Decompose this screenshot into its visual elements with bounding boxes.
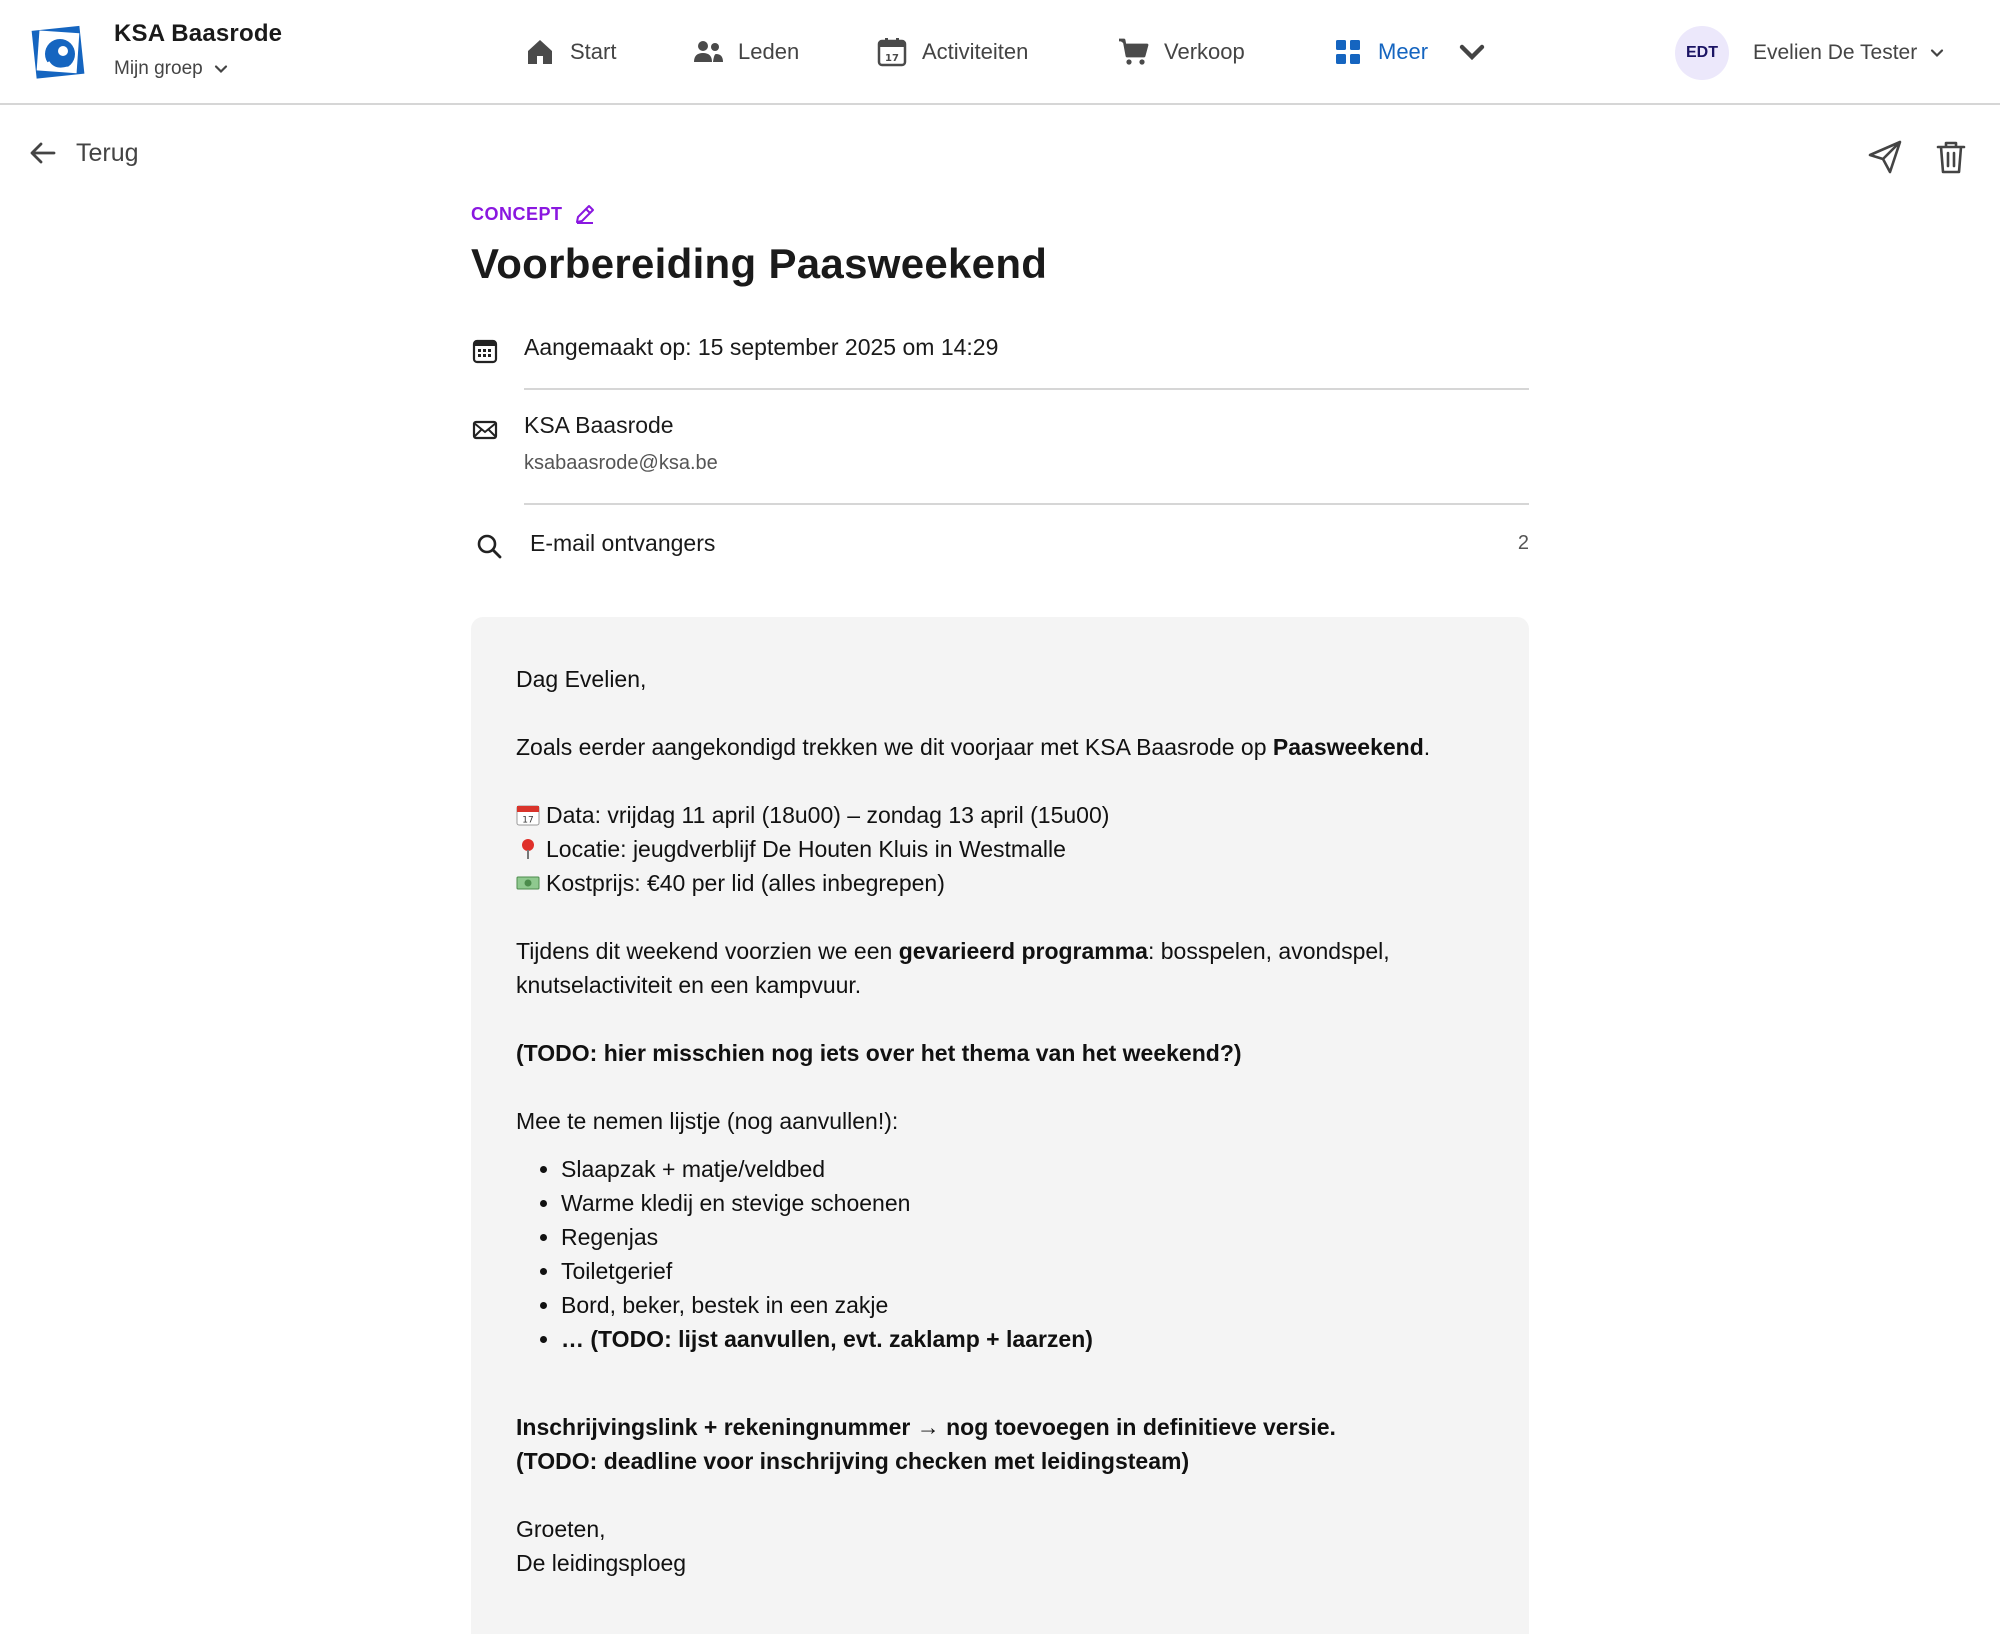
- nav-verkoop[interactable]: [1118, 34, 1245, 70]
- status-badge[interactable]: [471, 200, 1529, 228]
- divider: [524, 503, 1529, 505]
- recipients-row[interactable]: [471, 518, 1529, 574]
- user-name: Evelien De Tester: [1753, 41, 1918, 64]
- recipients-label: E-mail ontvangers: [530, 530, 716, 556]
- members-icon: [692, 36, 724, 68]
- list-item: • Warme kledij en stevige schoenen: [561, 1186, 1484, 1220]
- recipients-count: 2: [1517, 532, 1529, 554]
- packing-list: [516, 1152, 1484, 1356]
- calendar-emoji-icon: [516, 804, 540, 826]
- nav-start-label: Start: [570, 39, 617, 64]
- pin-emoji-icon: [516, 838, 540, 860]
- location-text: Locatie: jeugdverblijf De Houten Kluis in Westmalle: [546, 836, 1066, 862]
- status-label: CONCEPT: [471, 203, 563, 224]
- program-bold: gevarieerd programma: [898, 938, 1148, 964]
- program-rest: : bosspelen, avondspel, knutselactiviteit en een kampvuur.: [516, 938, 1390, 998]
- svg-text:17: 17: [885, 53, 899, 64]
- svg-text:17: 17: [522, 815, 534, 826]
- arrow-left-icon: [28, 138, 58, 168]
- created-date: Aangemaakt op: 15 september 2025 om 14:29: [524, 334, 999, 360]
- nav-leden-label: Leden: [738, 39, 800, 64]
- chevron-down-icon: [1456, 36, 1488, 68]
- list-item-todo: • … (TODO: lijst aanvullen, evt. zaklamp + laarzen): [561, 1322, 1484, 1356]
- date-line: [516, 798, 1484, 832]
- nav-activiteiten[interactable]: [876, 34, 1028, 70]
- price-text: Kostprijs: €40 per lid (alles inbegrepen): [546, 870, 945, 896]
- chevron-down-icon: [213, 61, 229, 77]
- avatar: EDT: [1675, 26, 1729, 80]
- date-text: Data: vrijdag 11 april (18u00) – zondag 13 april (15u00): [546, 802, 1110, 828]
- list-intro: Mee te nemen lijstje (nog aanvullen!):: [516, 1108, 899, 1134]
- nav-meer[interactable]: [1332, 34, 1488, 70]
- sender-name: KSA Baasrode: [524, 412, 674, 438]
- location-line: [516, 832, 1484, 866]
- ksa-logo-icon[interactable]: [30, 22, 90, 82]
- mail-detail: [471, 200, 1529, 1576]
- closing: Groeten,: [516, 1516, 606, 1542]
- nav-meer-label: Meer: [1378, 39, 1429, 64]
- top-navigation-bar: [0, 0, 2000, 105]
- calendar-icon: [471, 337, 499, 365]
- group-selector-label: Mijn groep: [114, 58, 203, 79]
- chevron-down-icon: [1929, 45, 1945, 61]
- signature: De leidingsploeg: [516, 1550, 687, 1576]
- intro-paragraph: [516, 730, 1484, 764]
- group-selector[interactable]: [114, 58, 282, 80]
- org-name: KSA Baasrode: [114, 20, 283, 47]
- pencil-icon: [573, 202, 597, 226]
- intro-text: Zoals eerder aangekondigd trekken we dit voorjaar met KSA Baasrode op: [516, 734, 1273, 760]
- search-icon: [475, 532, 503, 560]
- nav-leden[interactable]: [692, 34, 799, 70]
- grid-icon: [1332, 36, 1364, 68]
- nav-start[interactable]: [524, 34, 616, 70]
- todo-theme: (TODO: hier misschien nog iets over het thema van het weekend?): [516, 1040, 1242, 1066]
- mail-body: [471, 617, 1529, 1634]
- deadline-note: (TODO: deadline voor inschrijving checken met leidingsteam): [516, 1448, 1190, 1474]
- list-item: • Bord, beker, bestek in een zakje: [561, 1288, 1484, 1322]
- send-icon[interactable]: [1866, 138, 1904, 176]
- nav-verkoop-label: Verkoop: [1164, 39, 1245, 64]
- price-line: [516, 866, 1484, 900]
- divider: [524, 388, 1529, 390]
- sender-email: ksabaasrode@ksa.be: [524, 452, 718, 474]
- intro-bold: Paasweekend: [1272, 734, 1424, 760]
- envelope-icon: [471, 416, 499, 444]
- greeting: Dag Evelien,: [516, 666, 647, 692]
- program-paragraph: [516, 934, 1484, 1002]
- user-menu[interactable]: [1675, 26, 1945, 80]
- list-item: • Regenjas: [561, 1220, 1484, 1254]
- back-label: Terug: [76, 138, 139, 167]
- intro-end: .: [1423, 734, 1431, 760]
- list-item: • Slaapzak + matje/veldbed: [561, 1152, 1484, 1186]
- group-switcher[interactable]: [114, 20, 282, 80]
- program-text: Tijdens dit weekend voorzien we een: [516, 938, 899, 964]
- home-icon: [524, 36, 556, 68]
- cart-icon: [1118, 36, 1150, 68]
- calendar-icon: [876, 36, 908, 68]
- page-title: Voorbereiding Paasweekend: [471, 240, 1048, 287]
- link-note: Inschrijvingslink + rekeningnummer → nog toevoegen in definitieve versie.: [516, 1414, 1336, 1440]
- trash-icon[interactable]: [1932, 138, 1970, 176]
- list-item: • Toiletgerief: [561, 1254, 1484, 1288]
- money-emoji-icon: [516, 872, 540, 894]
- back-button[interactable]: [28, 138, 139, 168]
- nav-activiteiten-label: Activiteiten: [922, 39, 1029, 64]
